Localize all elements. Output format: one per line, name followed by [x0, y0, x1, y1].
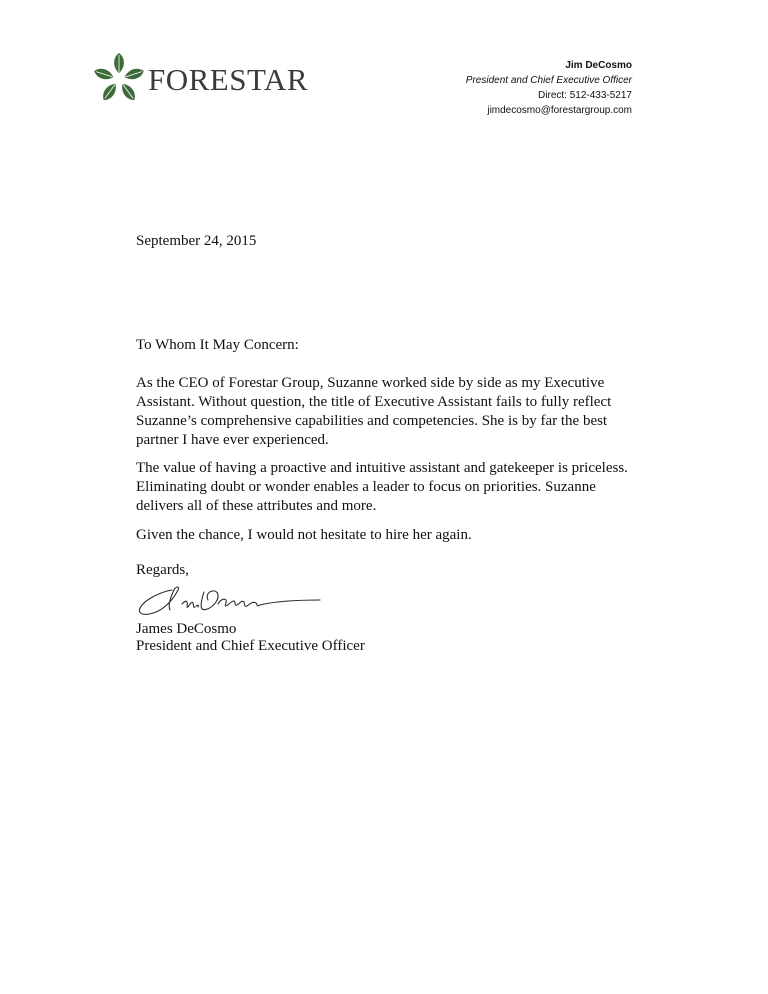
letter-paragraph: Given the chance, I would not hesitate to hire her again.: [136, 527, 472, 543]
letter-salutation: To Whom It May Concern:: [136, 337, 299, 353]
letter-paragraph: As the CEO of Forestar Group, Suzanne worked side by side as my Executive Assistant. Without question, the title of Executive Assistant fails to fully reflect Suzanne’s comprehensive capabilities and competencies. She is by far the best partner I have ever experienced.: [136, 375, 612, 448]
sender-email[interactable]: jimdecosmo@forestargroup.com: [487, 105, 632, 116]
letter-date: September 24, 2015: [136, 233, 257, 249]
forestar-leaf-wheel-icon: [92, 52, 146, 106]
company-name: FORESTAR: [148, 62, 308, 97]
letter-closing: Regards,: [136, 562, 189, 578]
letter-paragraph: The value of having a proactive and intuitive assistant and gatekeeper is priceless. Eliminating doubt or wonder enables a leader to focus on priorities. Suzanne delivers all of these attributes and more.: [136, 460, 628, 514]
signer-name: James DeCosmo: [136, 621, 237, 637]
sender-title: President and Chief Executive Officer: [465, 75, 632, 86]
sender-contact-block: [466, 58, 632, 118]
signer-title: President and Chief Executive Officer: [136, 638, 365, 654]
sender-phone: Direct: 512-433-5217: [538, 90, 632, 101]
company-logo: [92, 52, 308, 108]
handwritten-signature: [132, 578, 332, 622]
sender-name: Jim DeCosmo: [565, 60, 632, 71]
